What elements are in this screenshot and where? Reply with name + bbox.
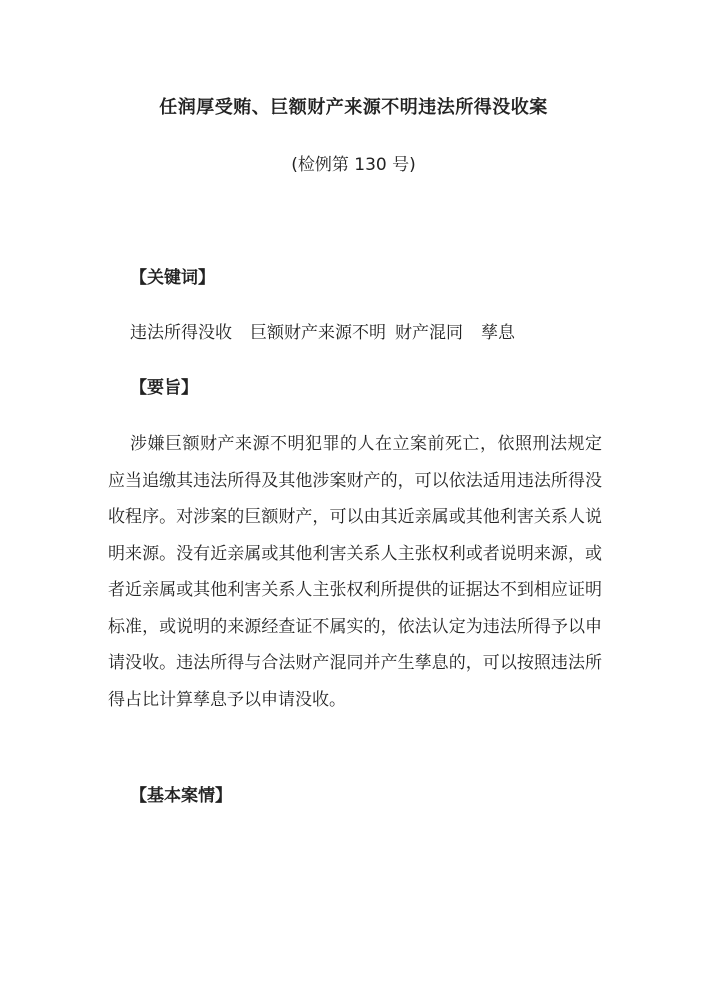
keywords-heading: 【关键词】 [130, 268, 215, 288]
facts-heading: 【基本案情】 [130, 786, 232, 806]
keyword-item: 财产混同 [395, 323, 463, 343]
keywords-list [130, 318, 515, 343]
keyword-item: 孳息 [481, 323, 515, 343]
case-number: (检例第 130 号) [291, 155, 416, 175]
document-title: 任润厚受贿、巨额财产来源不明违法所得没收案 [159, 97, 548, 118]
keyword-item: 违法所得没收 [130, 323, 232, 343]
gist-paragraph: 涉嫌巨额财产来源不明犯罪的人在立案前死亡，依照刑法规定应当追缴其违法所得及其他涉案财产的，可以依法适用违法所得没收程序。对涉案的巨额财产，可以由其近亲属或其他利害关系人说明来源。没有近亲属或其他利害关系人主张权利或者说明来源，或者近亲属或其他利害关系人主张权利所提供的证据达不到相应证明标准，或说明的来源经查证不属实的，依法认定为违法所得予以申请没收。违法所得与合法财产混同并产生孳息的，可以按照违法所得占比计算孳息予以申请没收。 [108, 434, 602, 710]
gist-heading: 【要旨】 [130, 378, 198, 398]
keyword-item: 巨额财产来源不明 [250, 323, 386, 343]
